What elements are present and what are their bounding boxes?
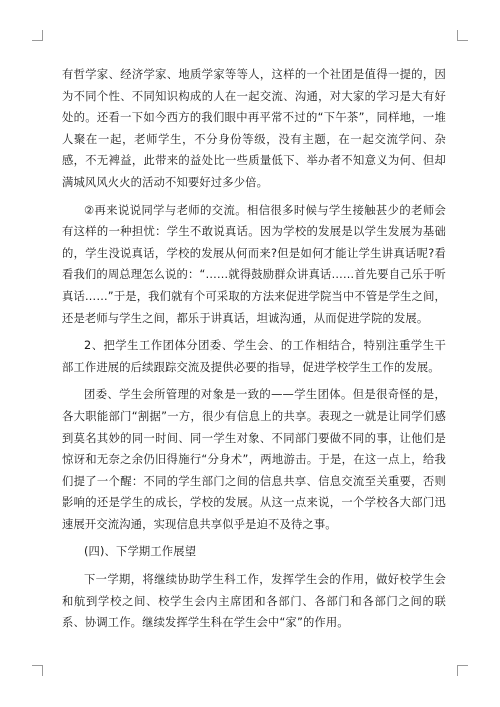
crop-mark-top-left (32, 30, 43, 41)
paragraph-2: ②再来说说同学与老师的交流。相信很多时候与学生接触甚少的老师会有这样的一种担忧：学生不敢说真话。因为学校的发展是以学生发展为基础的，学生没说真话，学校的发展从何而来?但是如何才能让学生讲真话呢?看看我们的周总理怎么说的：“……就得鼓励群众讲真话……首先要自己乐于听真话……”于是，我们就有个可采取的方法来促进学院当中不管是学生之间，还是老师与学生之间，都乐于讲真话，坦诚沟通，从而促进学院的发展。 (62, 203, 446, 325)
paragraph-4: 团委、学生会所管理的对象是一致的——学生团体。但是很奇怪的是，各大职能部门“割据”一方，很少有信息上的共享。表现之一就是让同学们感到莫名其妙的同一时间、同一学生对象、不同部门要做不同的事，让他们是惊讶和无奈之余仍旧得施行“分身术”，两地游击。于是，在这一点上，给我们提了一个醒：不同的学生部门之间的信息共享、信息交流至关重要，否则影响的还是学生的成长，学校的发展。从这一点来说，一个学校各大部门迅速展开交流沟通，实现信息共享似乎是迫不及待之事。 (62, 388, 446, 531)
crop-mark-top-right (457, 30, 468, 41)
crop-mark-bottom-right (457, 665, 468, 676)
document-body (62, 64, 446, 640)
paragraph-6: 下一学期，将继续协助学生科工作，发挥学生会的作用，做好校学生会和航到学校之间、校学生会内主席团和各部门、各部门和各部门之间的联系、协调工作。继续发挥学生科在学生会中“家”的作用。 (62, 573, 446, 630)
paragraph-1: 有哲学家、经济学家、地质学家等等人，这样的一个社团是值得一提的，因为不同个性、不同知识构成的人在一起交流、沟通，对大家的学习是大有好处的。还看一下如今西方的我们眼中再平常不过的“下午茶”，同样地，一堆人聚在一起，老师学生，不分身份等级，没有主题，在一起交流学问、杂感，不无裨益，此带来的益处比一些质量低下、举办者不知意义为何、但却满城风风火火的活动不知要好过多少倍。 (62, 68, 446, 189)
paragraph-3: 2、把学生工作团体分团委、学生会、的工作相结合，特别注重学生干部工作进展的后续跟踪交流及提供必要的指导，促进学校学生工作的发展。 (62, 339, 446, 374)
section-heading: (四)、下学期工作展望 (84, 545, 197, 559)
crop-mark-bottom-left (32, 665, 43, 676)
